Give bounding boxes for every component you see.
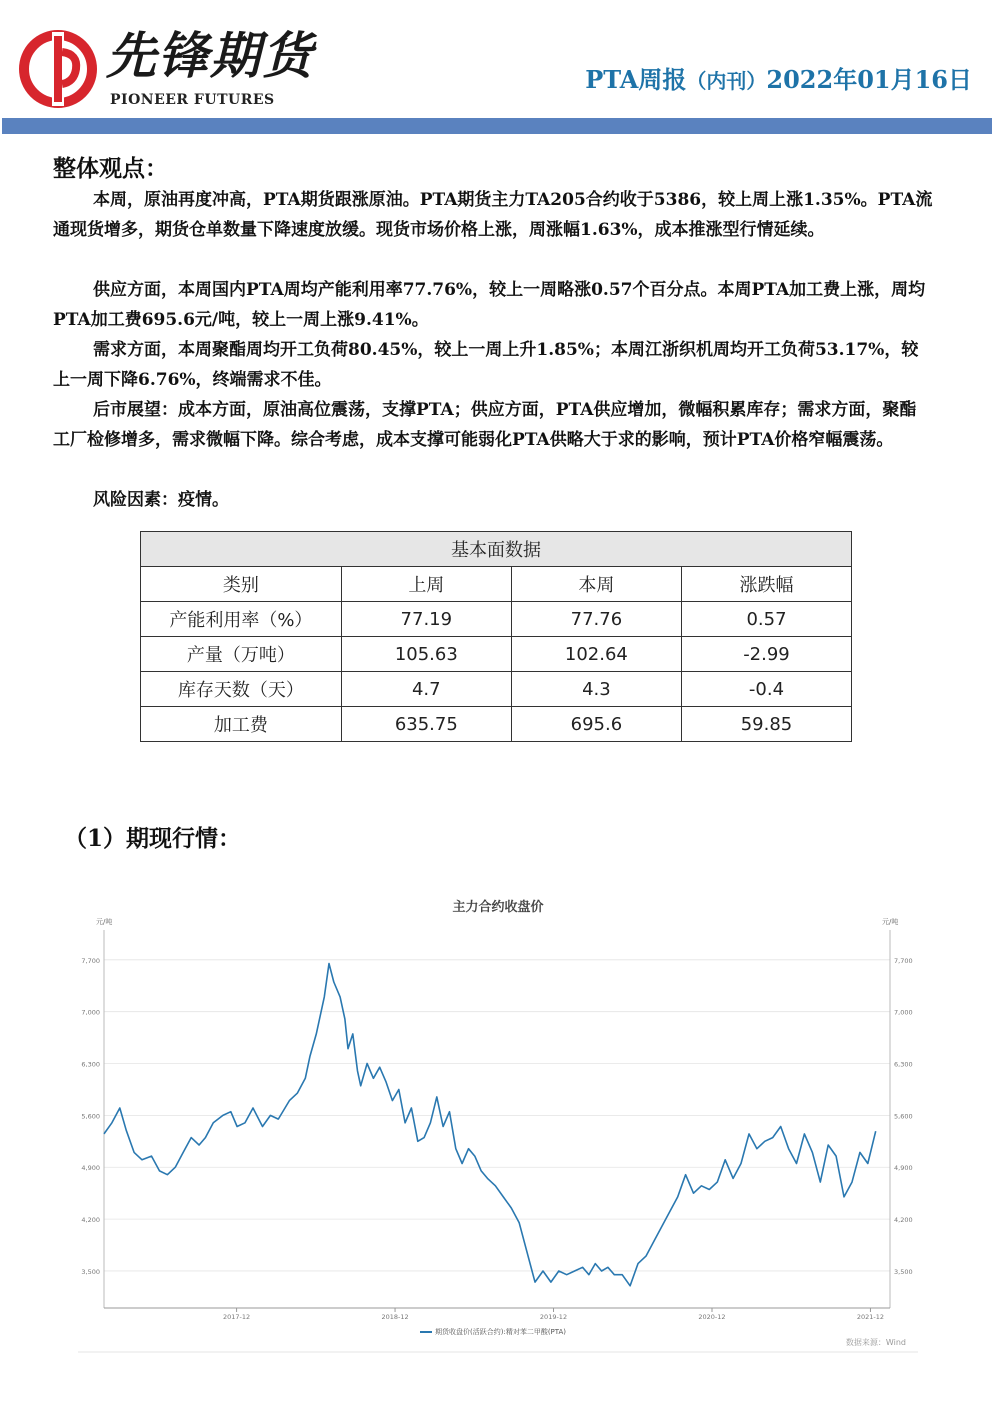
x-tick-label: 2018-12 [381,1313,409,1321]
table-cell: -2.99 [681,637,851,672]
overview-paragraph-risk: 风险因素：疫情。 [93,490,229,510]
y-tick-label-right: 5,600 [894,1112,913,1121]
y-tick-label-left: 4,200 [81,1216,100,1225]
y-tick-label-left: 5,600 [81,1112,100,1121]
pioneer-logo-icon [18,26,98,112]
table-header-cell: 上周 [341,567,511,602]
y-axis-label-right: 元/吨 [882,918,899,926]
x-tick-label: 2017-12 [222,1313,251,1321]
table-cell: 635.75 [341,707,511,742]
overview-paragraph-demand: 需求方面，本周聚酯周均开工负荷80.45%，较上一周上升1.85%；本周江浙织机周均开工负荷53.17%，较上一周下降6.76%，终端需求不佳。 [53,340,919,390]
chart-source: 数据来源：Wind [845,1338,906,1347]
y-tick-label-left: 7,000 [81,1008,100,1017]
y-tick-label-left: 4,900 [81,1164,100,1173]
y-tick-label-right: 6,300 [894,1060,913,1069]
x-tick-label: 2019-12 [539,1313,568,1321]
y-tick-label-left: 3,500 [81,1267,100,1276]
table-caption-row [141,532,852,567]
y-axis-label-left: 元/吨 [96,918,113,926]
chart-title: 主力合约收盘价 [452,900,544,915]
header-divider-bar [2,118,992,134]
overview-paragraph-1: 本周，原油再度冲高，PTA期货跟涨原油。PTA期货主力TA205合约收于5386，较上周上涨1.35%。PTA流通现货增多，期货仓单数量下降速度放缓。现货市场价格上涨，周涨幅1.63%，成本推涨型行情延续。 [53,190,933,240]
price-chart [78,890,918,1360]
table-cell: -0.4 [681,672,851,707]
y-tick-label-right: 7,700 [894,956,913,965]
table-cell: 102.64 [511,637,681,672]
table-cell: 4.3 [511,672,681,707]
x-tick-label: 2021-12 [856,1313,885,1321]
y-tick-label-right: 7,000 [894,1008,913,1017]
y-tick-label-right: 4,900 [894,1164,913,1173]
table-cell: 产能利用率（%） [141,602,342,637]
brand-name-en: PIONEER FUTURES [110,92,275,108]
y-tick-label-right: 4,200 [894,1216,913,1225]
overview-paragraph-outlook: 后市展望：成本方面，原油高位震荡，支撑PTA；供应方面，PTA供应增加，微幅积累库存；需求方面，聚酯工厂检修增多，需求微幅下降。综合考虑，成本支撑可能弱化PTA供略大于求的影响，预计PTA价格窄幅震荡。 [53,400,917,450]
table-row [141,637,852,672]
y-tick-label-left: 7,700 [81,956,100,965]
table-cell: 加工费 [141,707,342,742]
y-tick-label-right: 3,500 [894,1267,913,1276]
table-cell: 695.6 [511,707,681,742]
report-title [585,60,972,95]
table-header-cell: 涨跌幅 [681,567,851,602]
table-cell: 105.63 [341,637,511,672]
report-title-main: PTA周报 [585,65,687,94]
table-cell: 4.7 [341,672,511,707]
table-row [141,672,852,707]
table-header-cell: 本周 [511,567,681,602]
overview-paragraph-supply: 供应方面，本周国内PTA周均产能利用率77.76%，较上一周略涨0.57个百分点。本周PTA加工费上涨，周均PTA加工费695.6元/吨，较上一周上涨9.41%。 [53,280,926,330]
table-cell: 77.19 [341,602,511,637]
table-row [141,707,852,742]
legend-label: 期货收盘价(活跃合约):精对苯二甲酸(PTA) [435,1328,567,1336]
report-date: 2022年01月16日 [766,65,972,94]
report-title-sub: （内刊） [686,69,767,93]
section-heading-market: （1）期现行情： [64,825,242,852]
page-header [0,0,992,135]
table-caption: 基本面数据 [141,532,852,567]
overview-heading: 整体观点： [53,155,168,182]
table-cell: 产量（万吨） [141,637,342,672]
table-header-row [141,567,852,602]
table-row [141,602,852,637]
y-tick-label-left: 6,300 [81,1060,100,1069]
table-cell: 库存天数（天） [141,672,342,707]
table-cell: 77.76 [511,602,681,637]
table-cell: 0.57 [681,602,851,637]
table-cell: 59.85 [681,707,851,742]
table-header-cell: 类别 [141,567,342,602]
brand-name-cn: 先锋期货 [106,26,314,85]
fundamentals-table [140,531,852,742]
x-tick-label: 2020-12 [698,1313,726,1321]
